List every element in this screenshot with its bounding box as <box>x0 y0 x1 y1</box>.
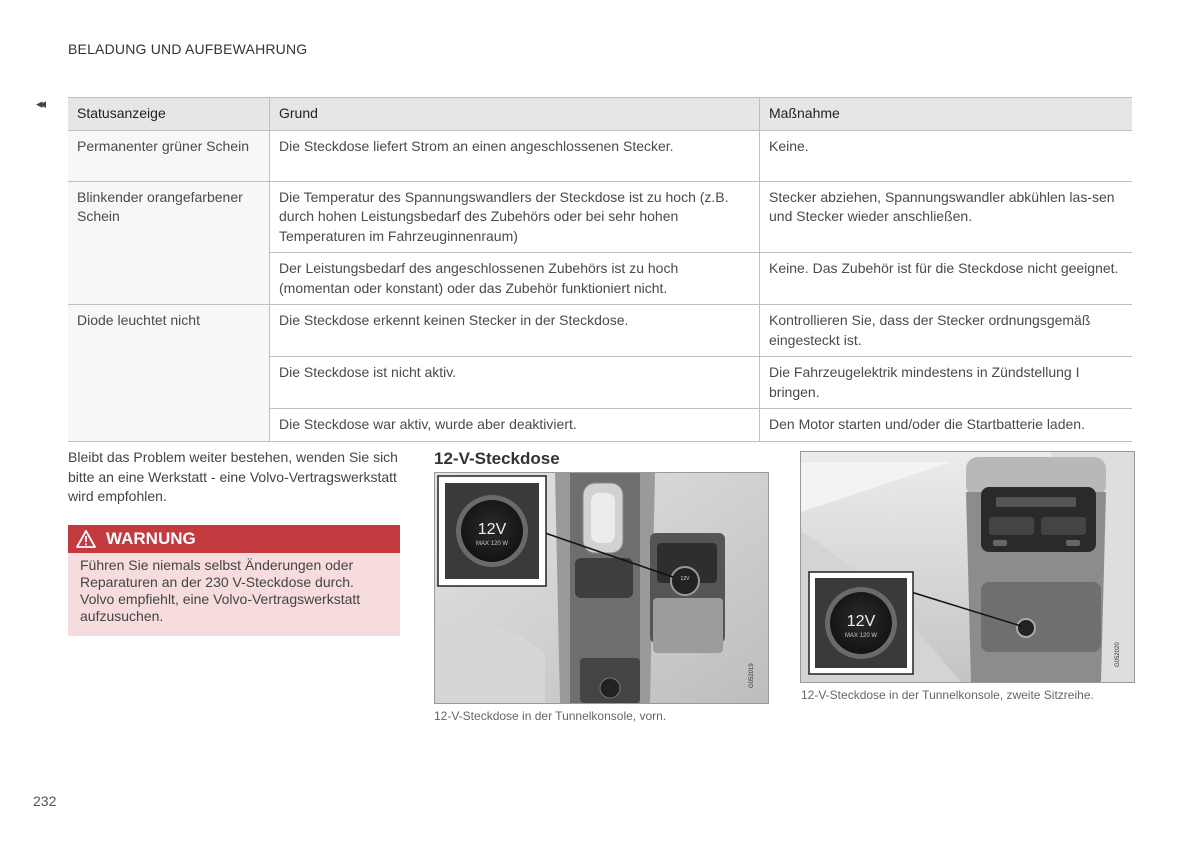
figure-front-console <box>434 472 769 704</box>
figure-section-title: 12-V-Steckdose <box>434 449 560 468</box>
figure-caption-front: 12-V-Steckdose in der Tunnelkonsole, vorn. <box>434 709 667 723</box>
page-number: 232 <box>33 793 57 809</box>
status-cell: Diode leuchtet nicht <box>68 305 270 442</box>
status-cell: Blinkender orangefarbener Schein <box>68 181 270 305</box>
warning-triangle-icon <box>76 530 96 548</box>
figure-code: G052019 <box>749 663 755 688</box>
section-title: BELADUNG UND AUFBEWAHRUNG <box>68 41 308 57</box>
action-cell: Kontrollieren Sie, dass der Stecker ordnungsgemäß eingesteckt ist. <box>760 305 1133 357</box>
table-header-row <box>68 98 1132 131</box>
status-table <box>68 97 1132 442</box>
reason-cell: Die Steckdose liefert Strom an einen angeschlossenen Stecker. <box>270 130 760 181</box>
socket-small-label: 12V <box>680 576 690 582</box>
reason-cell: Die Temperatur des Spannungswandlers der Steckdose ist zu hoch (z.B. durch hohen Leistungsbedarf des Zubehörs oder bei sehr hohen Temperaturen im Fahrzeuginnenraum) <box>270 181 760 253</box>
socket-sub-label: MAX 120 W <box>475 541 509 547</box>
table-row <box>68 305 1132 357</box>
action-cell: Stecker abziehen, Spannungswandler abkühlen las-sen und Stecker wieder anschließen. <box>760 181 1133 253</box>
back-arrows-icon[interactable]: ◂◂ <box>36 96 44 111</box>
action-cell: Den Motor starten und/oder die Startbatterie laden. <box>760 409 1133 442</box>
warning-title: WARNUNG <box>106 529 196 548</box>
header-action: Maßnahme <box>760 98 1133 131</box>
socket-sub-label: MAX 120 W <box>844 633 878 639</box>
reason-cell: Die Steckdose ist nicht aktiv. <box>270 357 760 409</box>
reason-cell: Die Steckdose war aktiv, wurde aber deaktiviert. <box>270 409 760 442</box>
intro-text: Bleibt das Problem weiter bestehen, wenden Sie sich bitte an eine Werkstatt - eine Volvo-Vertragswerkstatt wird empfohlen. <box>68 449 398 504</box>
reason-cell: Der Leistungsbedarf des angeschlossenen Zubehörs ist zu hoch (momentan oder konstant) oder das Zubehör funktioniert nicht. <box>270 253 760 305</box>
table-row <box>68 130 1132 181</box>
warning-box <box>68 525 400 636</box>
header-reason: Grund <box>270 98 760 131</box>
action-cell: Die Fahrzeugelektrik mindestens in Zündstellung I bringen. <box>760 357 1133 409</box>
figure-code: G052020 <box>1115 642 1121 667</box>
reason-cell: Die Steckdose erkennt keinen Stecker in der Steckdose. <box>270 305 760 357</box>
warning-header <box>68 525 400 553</box>
header-status: Statusanzeige <box>68 98 270 131</box>
table-row <box>68 181 1132 253</box>
socket-label: 12V <box>477 521 507 538</box>
socket-label: 12V <box>846 613 876 630</box>
action-cell: Keine. <box>760 130 1133 181</box>
status-cell: Permanenter grüner Schein <box>68 130 270 181</box>
figure-rear-console <box>800 451 1135 683</box>
action-cell: Keine. Das Zubehör ist für die Steckdose nicht geeignet. <box>760 253 1133 305</box>
figure-caption-rear: 12-V-Steckdose in der Tunnelkonsole, zweite Sitzreihe. <box>801 688 1094 702</box>
warning-text: Führen Sie niemals selbst Änderungen oder Reparaturen an der 230 V-Steckdose durch. Volvo empfiehlt, eine Volvo-Vertragswerkstatt aufzusuchen. <box>80 557 361 624</box>
